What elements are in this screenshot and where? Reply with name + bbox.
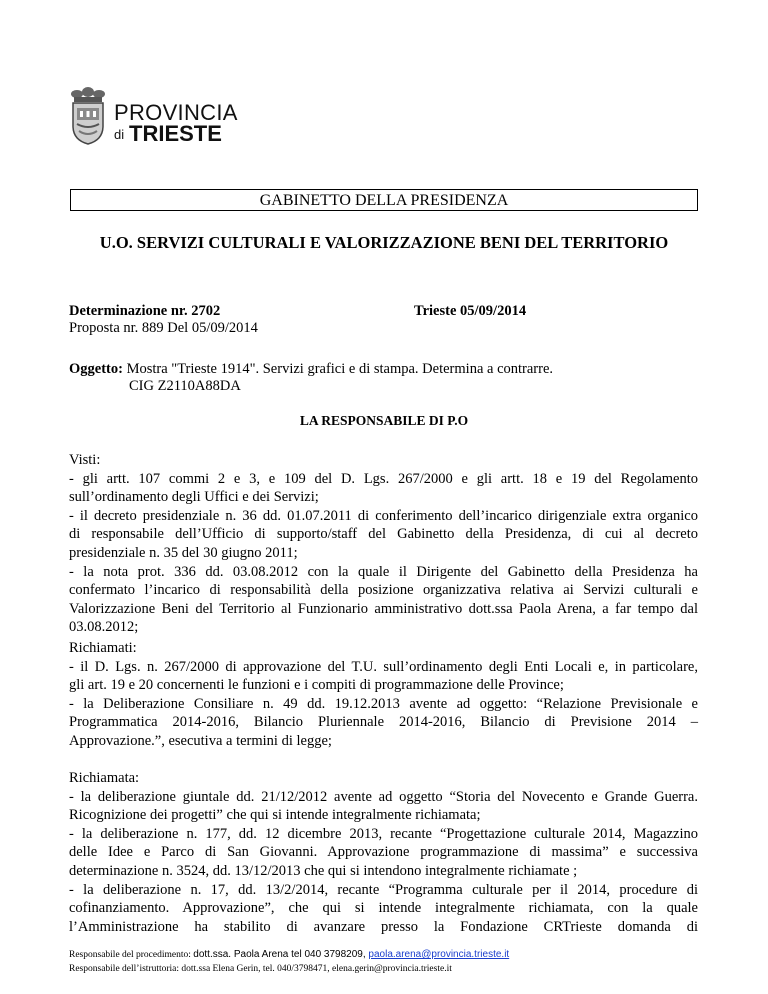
logo-provincia-text: PROVINCIA bbox=[114, 100, 238, 125]
paragraph-line: presidenziale n. 35 del 30 giugno 2011; bbox=[69, 544, 298, 561]
paragraph-line: - gli artt. 107 commi 2 e 3, e 109 del D. Lgs. 267/2000 e gli artt. 18 e 19 del Regolamento bbox=[69, 470, 698, 487]
paragraph-line: cofinanziamento. Approvazione”, che qui si intende integralmente richiamata, con la quale bbox=[69, 900, 698, 917]
responsible-heading: LA RESPONSABILE DI P.O bbox=[299, 413, 469, 428]
paragraph-line: - la deliberazione n. 17, dd. 13/2/2014, recante “Programma culturale per il 2014, procedure di bbox=[69, 881, 698, 898]
paragraph-line: determinazione n. 3524, dd. 13/12/2013 che qui si intendono integralmente richiamate ; bbox=[69, 862, 578, 879]
paragraph-line: - la Deliberazione Consiliare n. 49 dd. 19.12.2013 avente ad oggetto: “Relazione Previsionale e bbox=[69, 695, 698, 712]
paragraph-line: l’Amministrazione ha stabilito di avanzare presso la Fondazione CRTrieste domanda di bbox=[69, 918, 698, 935]
paragraph-line: gli art. 19 e 20 concernenti le funzioni e i compiti di programmazione delle Province; bbox=[69, 677, 564, 694]
determination-number: Determinazione nr. 2702 bbox=[69, 303, 221, 319]
paragraph-line: Ricognizione dei progetti” che qui si intende integralmente richiamata; bbox=[69, 807, 481, 824]
provincia-coat-of-arms-logo bbox=[68, 86, 108, 146]
section-richiamati bbox=[69, 639, 698, 751]
paragraph-line: Visti: bbox=[69, 452, 101, 468]
paragraph-line: di responsabile dell’Ufficio di supporto/staff del Gabinetto della Presidenza, di cui al decreto bbox=[69, 526, 698, 543]
footer-prefix: Responsabile del procedimento: bbox=[69, 950, 194, 960]
section-richiamata bbox=[69, 769, 698, 936]
section-visti bbox=[69, 451, 698, 637]
paragraph-line: Richiamati: bbox=[69, 640, 137, 656]
cig-code: CIG Z2110A88DA bbox=[129, 378, 241, 394]
subject-line bbox=[69, 361, 553, 378]
paragraph-line: - il decreto presidenziale n. 36 dd. 01.07.2011 di conferimento dell’incarico dirigenziale extra organico bbox=[69, 507, 698, 524]
footer-email-link[interactable]: paola.arena@provincia.trieste.it bbox=[368, 949, 510, 960]
paragraph-line: - la nota prot. 336 dd. 03.08.2012 con la quale il Dirigente del Gabinetto della Presidenza ha bbox=[69, 563, 698, 580]
paragraph-line: delle Idee e Parco di San Giovanni. Approvazione programmazione di massima” e successiva bbox=[69, 844, 698, 861]
paragraph-line: - la deliberazione giuntale dd. 21/12/2012 avente ad oggetto “Storia del Novecento e Grande Guerra. bbox=[69, 788, 698, 805]
unit-title: U.O. SERVIZI CULTURALI E VALORIZZAZIONE BENI DEL TERRITORIO bbox=[99, 233, 669, 252]
footer-contact: dott.ssa. Paola Arena tel 040 3798209, bbox=[193, 949, 369, 960]
paragraph-line: - la deliberazione n. 177, dd. 12 dicembre 2013, recante “Progettazione culturale 2014, Magazzino bbox=[69, 825, 698, 842]
paragraph-line: Valorizzazione Beni del Territorio al Funzionario amministrativo dott.ssa Paola Arena, a far tempo dal bbox=[69, 600, 698, 617]
place-date: Trieste 05/09/2014 bbox=[414, 303, 527, 319]
proposal-number: Proposta nr. 889 Del 05/09/2014 bbox=[69, 320, 258, 336]
paragraph-line: Programmatica 2014-2016, Bilancio Pluriennale 2014-2016, Bilancio di Previsione 2014 – bbox=[69, 714, 698, 731]
paragraph-line: - il D. Lgs. n. 267/2000 di approvazione del T.U. sull’ordinamento degli Enti Locali e, in particolare, bbox=[69, 658, 698, 675]
office-title-box: GABINETTO DELLA PRESIDENZA bbox=[70, 189, 698, 211]
paragraph-line: Approvazione.”, esecutiva a termini di legge; bbox=[69, 732, 332, 749]
logo-trieste-text: TRIESTE bbox=[129, 121, 222, 146]
paragraph-line: confermato l’incarico di responsabilità della posizione organizzativa relativa ai Servizi culturali e bbox=[69, 582, 698, 599]
subject-label: Oggetto: bbox=[69, 361, 123, 377]
footer-procedure-responsible bbox=[69, 949, 509, 960]
logo-di-text: di bbox=[114, 127, 125, 142]
subject-text: Mostra "Trieste 1914". Servizi grafici e di stampa. Determina a contrarre. bbox=[122, 361, 554, 377]
paragraph-line: sull’ordinamento degli Uffici e dei Servizi; bbox=[69, 489, 319, 506]
footer-instruction-responsible: Responsabile dell’istruttoria: dott.ssa Elena Gerin, tel. 040/3798471, elena.gerin@provincia.trieste.it bbox=[69, 964, 452, 974]
paragraph-line: Richiamata: bbox=[69, 770, 140, 786]
paragraph-line: 03.08.2012; bbox=[69, 619, 139, 636]
